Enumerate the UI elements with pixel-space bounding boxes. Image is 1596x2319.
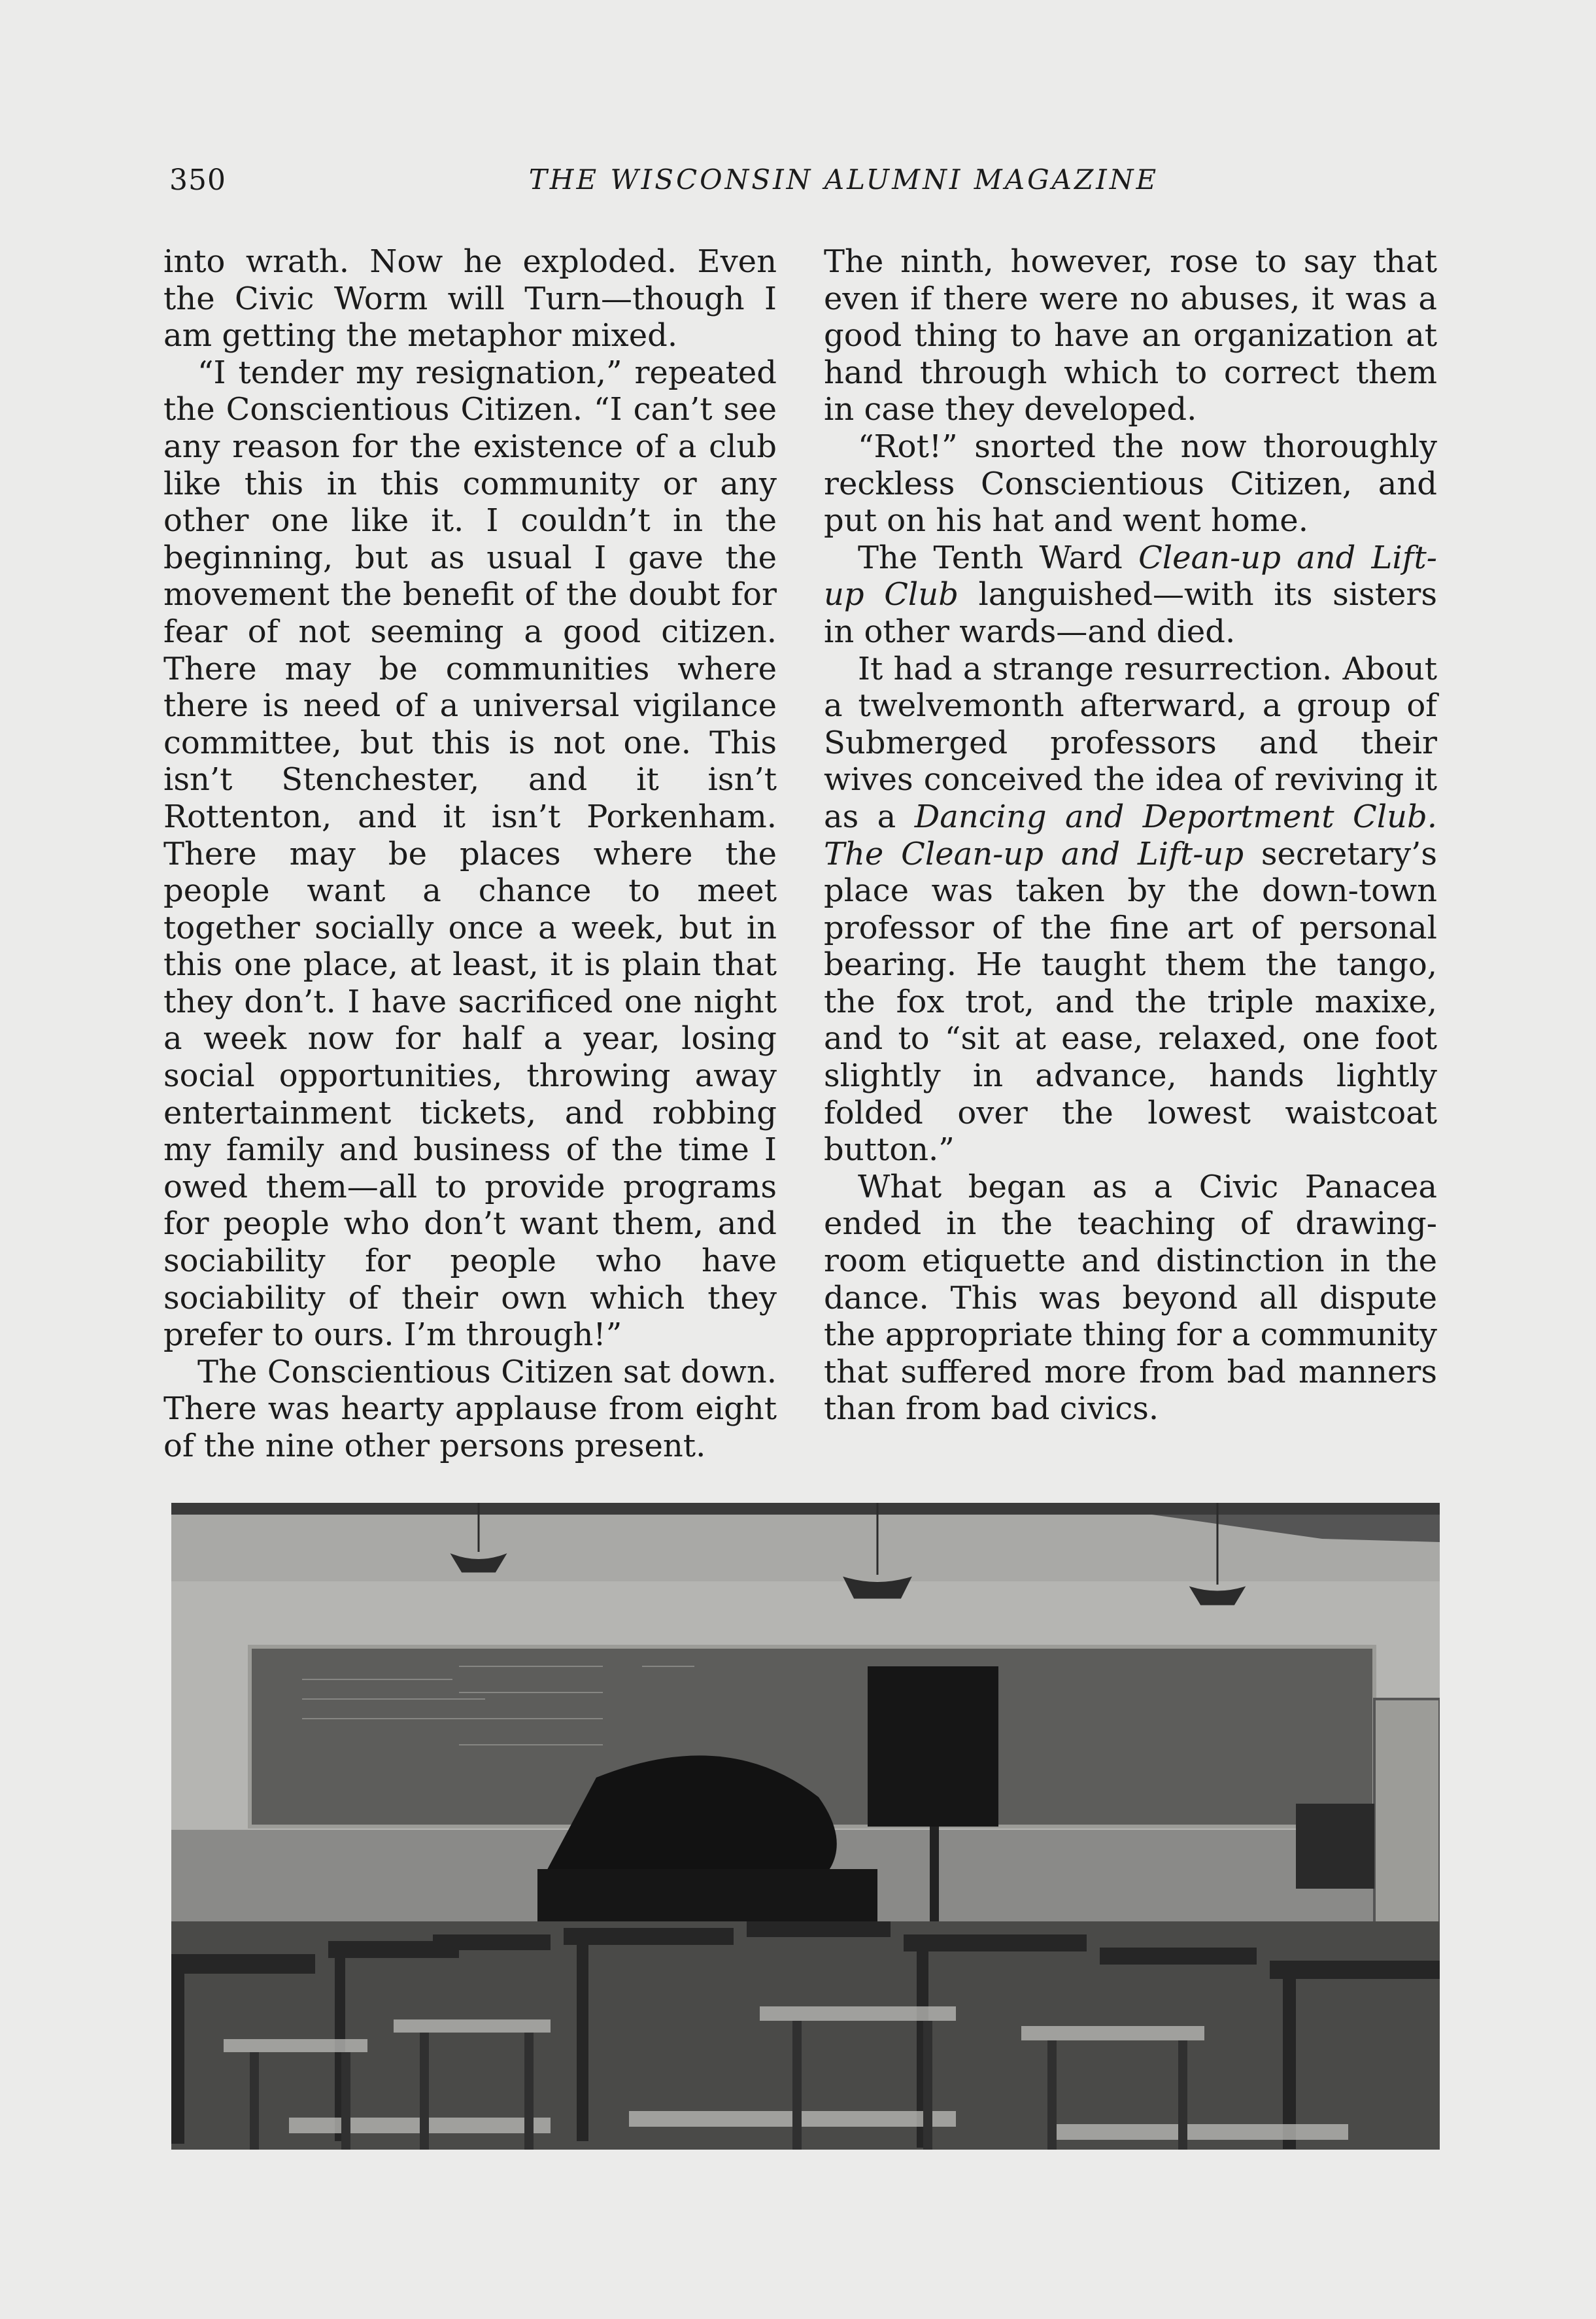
- right-column: [824, 243, 1437, 1428]
- paragraph: into wrath. Now he exploded. Even the Civic Worm will Turn—though I am getting the metaphor mixed.: [163, 243, 777, 354]
- left-column: [163, 243, 777, 1465]
- text-run: secretary’s place was taken by the down-town professor of the fine art of personal bearing. He taught them the tango, the fox trot, and the triple maxixe, and to “sit at ease, relaxed, one foot slightly in advance, hands lightly folded over the lowest waistcoat button.”: [824, 835, 1437, 1169]
- paragraph: “I tender my resignation,” repeated the Conscientious Citizen. “I can’t see any reason for the existence of a club like this in this community or any other one like it. I couldn’t in the beginning, but as usual I gave the movement the benefit of the doubt for fear of not seeming a good citizen. There may be communities where there is need of a universal vigilance committee, but this is not one. This isn’t Stenchester, and it isn’t Rottenton, and it isn’t Porkenham. There may be places where the people want a chance to meet together socially once a week, but in this one place, at least, it is plain that they don’t. I have sacrificed one night a week now for half a year, losing social opportunities, throwing away entertainment tickets, and robbing my family and business of the time I owed them—all to provide programs for people who don’t want them, and sociability for people who have sociability of their own which they prefer to ours. I’m through!”: [163, 354, 777, 1354]
- text-run: It had a strange resurrection. About a twelvemonth afterward, a group of Submerged professors and their wives conceived the idea of reviving it as a: [824, 650, 1437, 835]
- paragraph: [824, 1169, 1437, 1428]
- club-name-italic: Dancing and Deportment Club. The Clean-up and Lift-up: [824, 798, 1437, 872]
- text-run: What began as a Civic Panacea ended in the teaching of drawing-room etiquette and distinction in the dance. This was beyond all dispute the appropriate thing for a community that suffered more from bad manners than from bad civics.: [824, 1168, 1437, 1428]
- club-name-italic: Clean-up and Lift-up Club: [824, 539, 1437, 613]
- running-title: THE WISCONSIN ALUMNI MAGAZINE: [528, 163, 1159, 196]
- paragraph: [824, 540, 1437, 651]
- page-number: 350: [169, 163, 226, 197]
- paragraph: [824, 428, 1437, 540]
- paragraph: [824, 243, 1437, 428]
- paragraph: [824, 651, 1437, 1169]
- classroom-photograph: [171, 1503, 1440, 2150]
- text-run: languished—with its sisters in other wards—and died.: [824, 576, 1437, 650]
- paragraph: The Conscientious Citizen sat down. There was hearty applause from eight of the nine other persons present.: [163, 1353, 777, 1464]
- text-run: The ninth, however, rose to say that even if there were no abuses, it was a good thing to have an organization at hand through which to correct them in case they developed.: [824, 243, 1437, 428]
- text-run: “Rot!” snorted the now thoroughly reckless Conscientious Citizen, and put on his hat and went home.: [824, 428, 1437, 540]
- text-run: The Tenth Ward: [858, 539, 1139, 576]
